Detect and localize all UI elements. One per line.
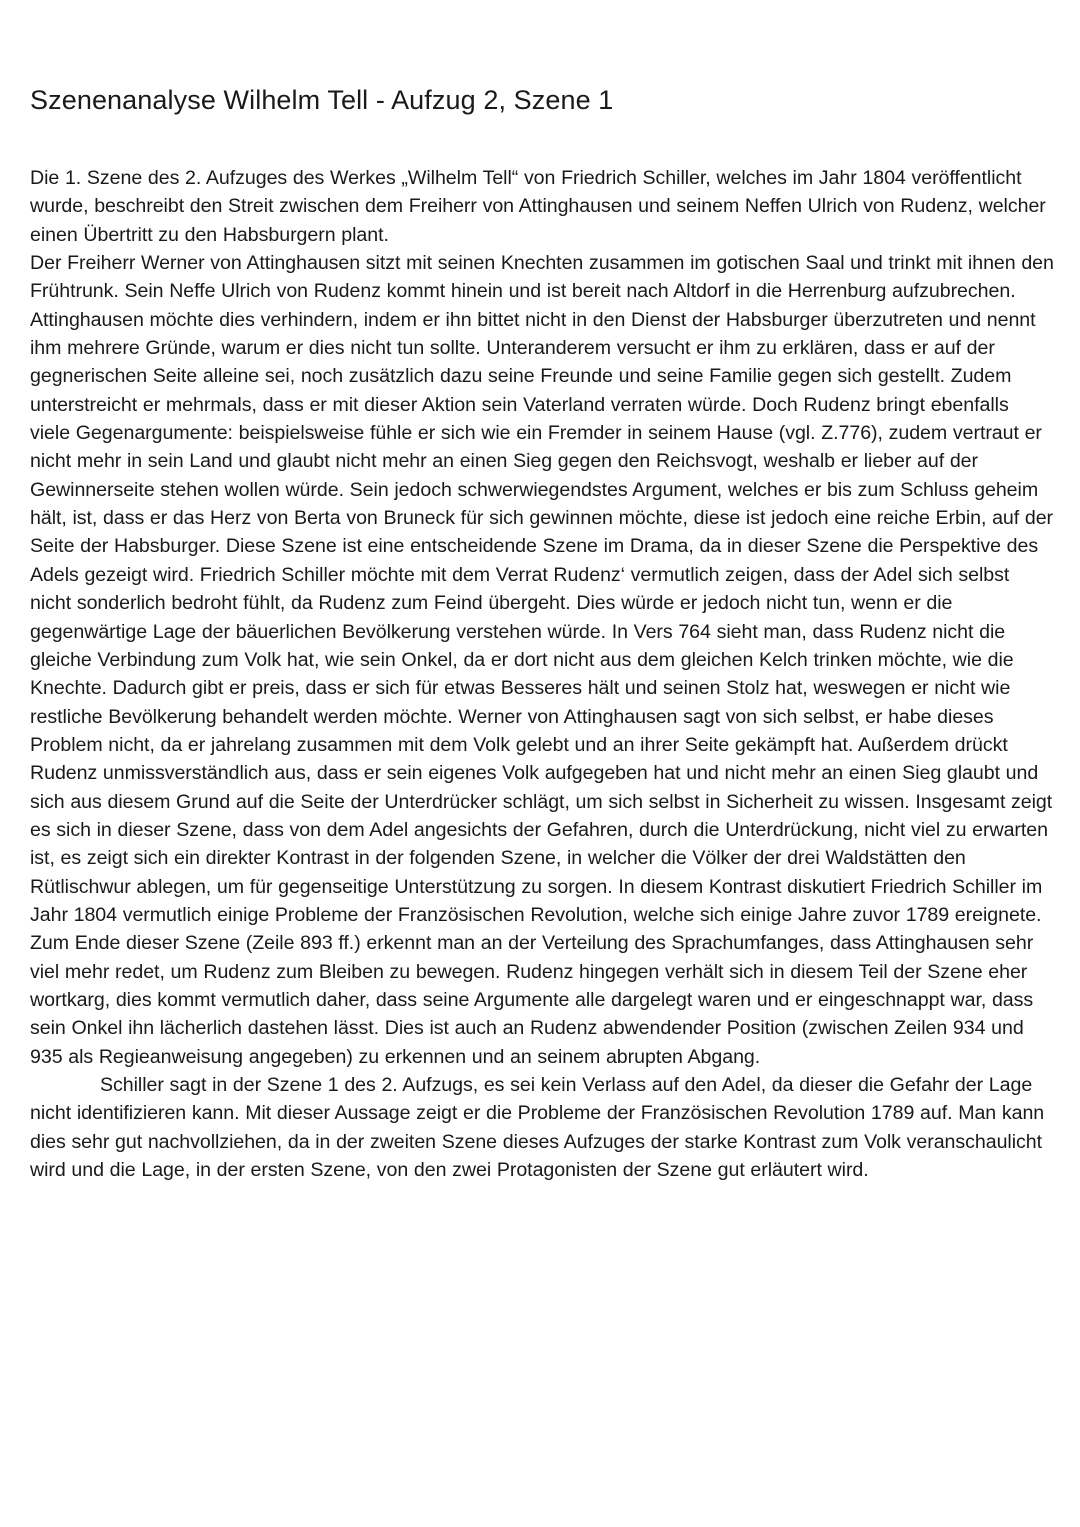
paragraph-conclusion-text: Schiller sagt in der Szene 1 des 2. Aufzugs, es sei kein Verlass auf den Adel, da dieser die Gefahr der Lage nicht identifizieren kann. Mit dieser Aussage zeigt er die Probleme der Französischen Revolution 1789 auf. Man kann dies sehr gut nachvollziehen, da in der zweiten Szene dieses Aufzuges der starke Kontrast zum Volk veranschaulicht wird und die Lage, in der ersten Szene, von den zwei Protagonisten der Szene gut erläutert wird. bbox=[30, 1074, 1045, 1182]
paragraph-conclusion bbox=[30, 1071, 1054, 1184]
document-page bbox=[30, 82, 1054, 1184]
paragraph-intro: Die 1. Szene des 2. Aufzuges des Werkes „Wilhelm Tell“ von Friedrich Schiller, welches im Jahr 1804 veröffentlicht wurde, beschreibt den Streit zwischen dem Freiherr von Attinghausen und seinem Neffen Ulrich von Rudenz, welcher einen Übertritt zu den Habsburgern plant. bbox=[30, 167, 1046, 246]
paragraph-analysis: Der Freiherr Werner von Attinghausen sitzt mit seinen Knechten zusammen im gotischen Saal und trinkt mit ihnen den Frühtrunk. Sein Neffe Ulrich von Rudenz kommt hinein und ist bereit nach Altdorf in die Herrenburg aufzubrechen. Attinghausen möchte dies verhindern, indem er ihn bittet nicht in den Dienst der Habsburger überzutreten und nennt ihm mehrere Gründe, warum er dies nicht tun sollte. Unteranderem versucht er ihm zu erklären, dass er auf der gegnerischen Seite alleine sei, noch zusätzlich dazu seine Freunde und seine Familie gegen sich gestellt. Zudem unterstreicht er mehrmals, dass er mit dieser Aktion sein Vaterland verraten würde. Doch Rudenz bringt ebenfalls viele Gegenargumente: beispielsweise fühle er sich wie ein Fremder in seinem Hause (vgl. Z.776), zudem vertraut er nicht mehr in sein Land und glaubt nicht mehr an einen Sieg gegen den Reichsvogt, weshalb er lieber auf der Gewinnerseite stehen wollen würde. Sein jedoch schwerwiegendstes Argument, welches er bis zum Schluss geheim hält, ist, dass er das Herz von Berta von Bruneck für sich gewinnen möchte, diese ist jedoch eine reiche Erbin, auf der Seite der Habsburger. Diese Szene ist eine entscheidende Szene im Drama, da in dieser Szene die Perspektive des Adels gezeigt wird. Friedrich Schiller möchte mit dem Verrat Rudenz‘ vermutlich zeigen, dass der Adel sich selbst nicht sonderlich bedroht fühlt, da Rudenz zum Feind übergeht. Dies würde er jedoch nicht tun, wenn er die gegenwärtige Lage der bäuerlichen Bevölkerung verstehen würde. In Vers 764 sieht man, dass Rudenz nicht die gleiche Verbindung zum Volk hat, wie sein Onkel, da er dort nicht aus dem gleichen Kelch trinken möchte, wie die Knechte. Dadurch gibt er preis, dass er sich für etwas Besseres hält und seinen Stolz hat, weswegen er nicht wie restliche Bevölkerung behandelt werden möchte. Werner von Attinghausen sagt von sich selbst, er habe dieses Problem nicht, da er jahrelang zusammen mit dem Volk gelebt und an ihrer Seite gekämpft hat. Außerdem drückt Rudenz unmissverständlich aus, dass er sein eigenes Volk aufgegeben hat und nicht mehr an einen Sieg glaubt und sich aus diesem Grund auf die Seite der Unterdrücker schlägt, um sich selbst in Sicherheit zu wissen. Insgesamt zeigt es sich in dieser Szene, dass von dem Adel angesichts der Gefahren, durch die Unterdrückung, nicht viel zu erwarten ist, es zeigt sich ein direkter Kontrast in der folgenden Szene, in welcher die Völker der drei Waldstätten den Rütlischwur ablegen, um für gegenseitige Unterstützung zu sorgen. In diesem Kontrast diskutiert Friedrich Schiller im Jahr 1804 vermutlich einige Probleme der Französischen Revolution, welche sich einige Jahre zuvor 1789 ereignete. Zum Ende dieser Szene (Zeile 893 ff.) erkennt man an der Verteilung des Sprachumfanges, dass Attinghausen sehr viel mehr redet, um Rudenz zum Bleiben zu bewegen. Rudenz hingegen verhält sich in diesem Teil der Szene eher wortkarg, dies kommt vermutlich daher, dass seine Argumente alle dargelegt waren und er eingeschnappt war, dass sein Onkel ihn lächerlich dastehen lässt. Dies ist auch an Rudenz abwendender Position (zwischen Zeilen 934 und 935 als Regieanweisung angegeben) zu erkennen und an seinem abrupten Abgang. bbox=[30, 252, 1054, 1068]
document-title: Szenenanalyse Wilhelm Tell - Aufzug 2, Szene 1 bbox=[30, 85, 614, 115]
